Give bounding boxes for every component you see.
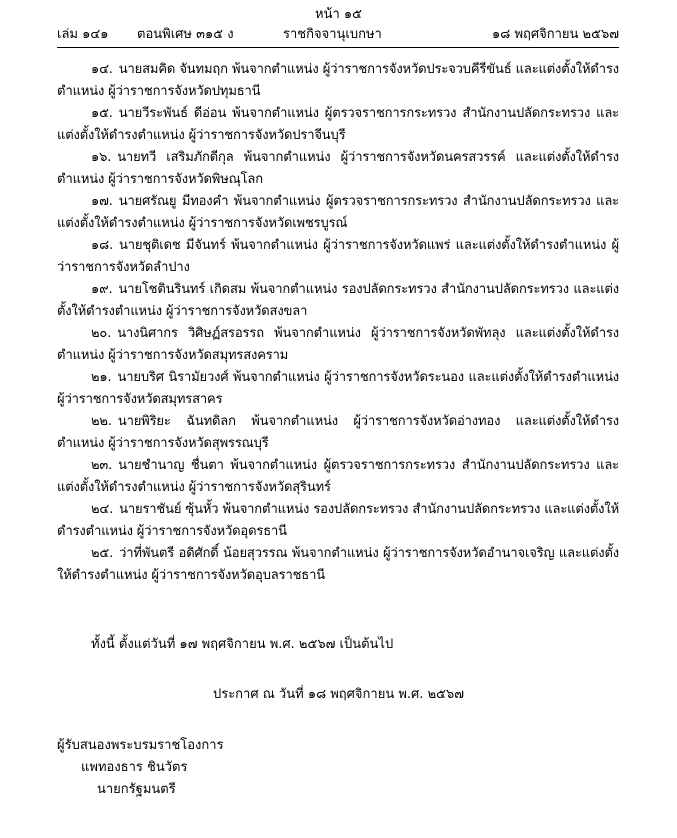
item-text: นายศรัณยู มีทองคำ พ้นจากตำแหน่ง ผู้ตรวจราชการกระทรวง สำนักงานปลัดกระทรวง และแต่งตั้งให้ดำรงตำแหน่ง ผู้ว่าราชการจังหวัดเพชรบูรณ์ <box>57 194 619 231</box>
appointment-item <box>57 455 619 499</box>
appointment-item <box>57 59 619 103</box>
item-number: ๒๒. <box>91 414 112 429</box>
signatory-name: แพทองธาร ชินวัตร <box>81 760 188 775</box>
appointment-item <box>57 367 619 411</box>
appointment-item <box>57 147 619 191</box>
item-number: ๑๗. <box>91 194 113 209</box>
item-text: นายโชตินรินทร์ เกิดสม พ้นจากตำแหน่ง รองปลัดกระทรวง สำนักงานปลัดกระทรวง และแต่งตั้งให้ดำรงตำแหน่ง ผู้ว่าราชการจังหวัดสงขลา <box>57 282 619 319</box>
gazette-header <box>57 26 619 46</box>
item-text: นายชำนาญ ชื่นตา พ้นจากตำแหน่ง ผู้ตรวจราชการกระทรวง สำนักงานปลัดกระทรวง และแต่งตั้งให้ดำรงตำแหน่ง ผู้ว่าราชการจังหวัดสุรินทร์ <box>57 458 619 495</box>
item-number: ๑๔. <box>91 62 113 77</box>
announcement-date: ประกาศ ณ วันที่ ๑๘ พฤศจิกายน พ.ศ. ๒๕๖๗ <box>212 687 465 702</box>
item-text: นายวีระพันธ์ ดีอ่อน พ้นจากตำแหน่ง ผู้ตรวจราชการกระทรวง สำนักงานปลัดกระทรวง และแต่งตั้งให้ดำรงตำแหน่ง ผู้ว่าราชการจังหวัดปราจีนบุรี <box>57 106 619 143</box>
appointment-item <box>57 499 619 543</box>
appointment-list <box>57 59 619 587</box>
header-divider <box>57 47 619 48</box>
item-number: ๒๔. <box>91 502 114 517</box>
item-number: ๑๘. <box>91 238 113 253</box>
appointment-item <box>57 191 619 235</box>
page-number: หน้า ๑๕ <box>315 7 362 22</box>
item-text: นายทวี เสริมภักดีกุล พ้นจากตำแหน่ง ผู้ว่าราชการจังหวัดนครสวรรค์ และแต่งตั้งให้ดำรงตำแหน่ง ผู้ว่าราชการจังหวัดพิษณุโลก <box>57 150 619 187</box>
signature-block <box>57 735 224 801</box>
item-number: ๒๐. <box>91 326 112 341</box>
header-section: ตอนพิเศษ ๓๑๕ ง <box>137 27 234 42</box>
appointment-item <box>57 411 619 455</box>
item-text: ว่าที่พันตรี อดิศักดิ์ น้อยสุวรรณ พ้นจากตำแหน่ง ผู้ว่าราชการจังหวัดอำนาจเจริญ และแต่งตั้งให้ดำรงตำแหน่ง ผู้ว่าราชการจังหวัดอุบลราชธานี <box>57 546 619 583</box>
appointment-item <box>57 235 619 279</box>
item-text: นางนิศากร วิศิษฏ์สรอรรถ พ้นจากตำแหน่ง ผู้ว่าราชการจังหวัดพัทลุง และแต่งตั้งให้ดำรงตำแหน่ง ผู้ว่าราชการจังหวัดสมุทรสงคราม <box>57 326 619 363</box>
item-number: ๑๙. <box>91 282 113 297</box>
appointment-item <box>57 279 619 323</box>
item-text: นายราชันย์ ซุ้นหั้ว พ้นจากตำแหน่ง รองปลัดกระทรวง สำนักงานปลัดกระทรวง และแต่งตั้งให้ดำรงตำแหน่ง ผู้ว่าราชการจังหวัดอุดรธานี <box>57 502 619 539</box>
header-volume: เล่ม ๑๔๑ <box>57 27 109 42</box>
header-gazette-title: ราชกิจจานุเบกษา <box>283 27 382 42</box>
item-text: นายชุติเดช มีจันทร์ พ้นจากตำแหน่ง ผู้ว่าราชการจังหวัดแพร่ และแต่งตั้งให้ดำรงตำแหน่ง ผู้ว่าราชการจังหวัดลำปาง <box>57 238 619 275</box>
countersign-label: ผู้รับสนองพระบรมราชโองการ <box>57 738 224 753</box>
header-date: ๑๘ พฤศจิกายน ๒๕๖๗ <box>492 27 619 42</box>
item-text: นายพิริยะ ฉันทดิลก พ้นจากตำแหน่ง ผู้ว่าราชการจังหวัดอ่างทอง และแต่งตั้งให้ดำรงตำแหน่ง ผู้ว่าราชการจังหวัดสุพรรณบุรี <box>57 414 619 451</box>
signatory-title: นายกรัฐมนตรี <box>97 782 176 797</box>
item-number: ๑๕. <box>91 106 113 121</box>
item-number: ๒๑. <box>91 370 112 385</box>
item-number: ๒๕. <box>91 546 114 561</box>
item-text: นายสมคิด จันทมฤก พ้นจากตำแหน่ง ผู้ว่าราชการจังหวัดประจวบคีรีขันธ์ และแต่งตั้งให้ดำรงตำแหน่ง ผู้ว่าราชการจังหวัดปทุมธานี <box>57 62 619 99</box>
appointment-item <box>57 103 619 147</box>
item-number: ๒๓. <box>91 458 113 473</box>
appointment-item <box>57 543 619 587</box>
effective-date-clause: ทั้งนี้ ตั้งแต่วันที่ ๑๗ พฤศจิกายน พ.ศ. ๒๕๖๗ เป็นต้นไป <box>91 637 394 652</box>
item-number: ๑๖. <box>91 150 112 165</box>
appointment-item <box>57 323 619 367</box>
item-text: นายบริศ นิรามัยวงศ์ พ้นจากตำแหน่ง ผู้ว่าราชการจังหวัดระนอง และแต่งตั้งให้ดำรงตำแหน่ง ผู้ว่าราชการจังหวัดสมุทรสาคร <box>57 370 619 407</box>
